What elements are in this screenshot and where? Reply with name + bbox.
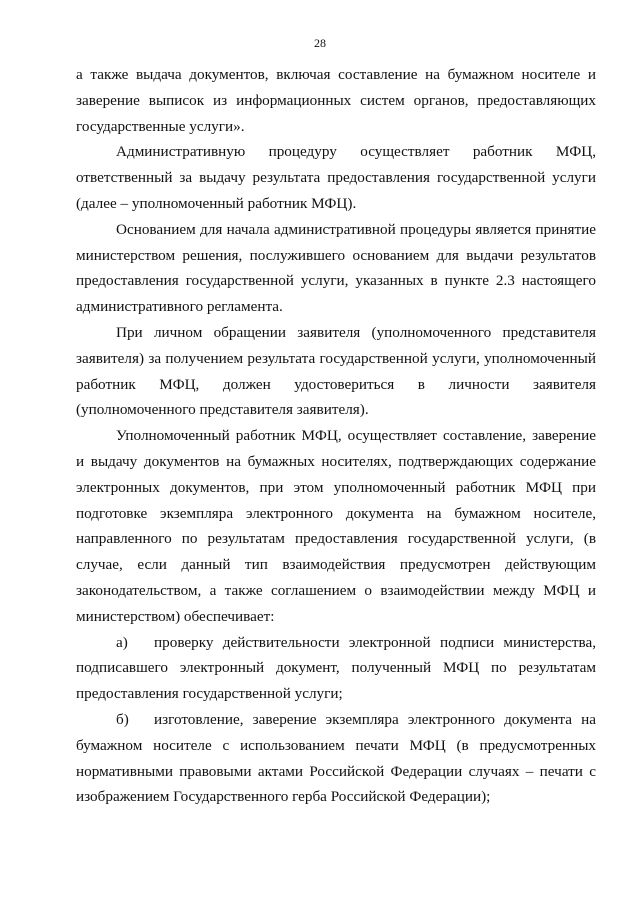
list-item-text: изготовление, заверение экземпляра электронного документа на бумажном носителе с использованием печати МФЦ (в предусмотренных нормативными правовыми актами Российской Федерации случаях – печати с изображением Государственного герба Российской Федерации); (76, 710, 596, 806)
list-item (76, 630, 596, 707)
list-marker: б) (116, 710, 129, 728)
paragraph-responsible-worker: Административную процедуру осуществляет работник МФЦ, ответственный за выдачу результата предоставления государственной услуги (далее – уполномоченный работник МФЦ). (76, 143, 596, 212)
paragraph-personal-appeal: При личном обращении заявителя (уполномоченного представителя заявителя) за получением результата государственной услуги, уполномоченный работник МФЦ, должен удостовериться в личности заявителя (уполномоченного представителя заявителя). (76, 323, 596, 419)
paragraph-continuation: а также выдача документов, включая составление на бумажном носителе и заверение выписок из информационных систем органов, предоставляющих государственные услуги». (76, 66, 596, 135)
paragraph-procedure-basis: Основанием для начала административной процедуры является принятие министерством решения, послужившего основанием для выдачи результатов предоставления государственной услуги, указанных в пункте 2.3 настоящего административного регламента. (76, 220, 596, 316)
document-body (76, 62, 596, 810)
list-item-text: проверку действительности электронной подписи министерства, подписавшего электронный документ, полученный МФЦ по результатам предоставления государственной услуги; (76, 633, 596, 703)
list-item (76, 707, 596, 810)
page-number: 28 (314, 36, 326, 50)
list-marker: а) (116, 633, 128, 651)
paragraph-worker-duties: Уполномоченный работник МФЦ, осуществляет составление, заверение и выдачу документов на бумажных носителях, подтверждающих содержание электронных документов, при этом уполномоченный работник МФЦ при подготовке экземпляра электронного документа на бумажном носителе, направленного по результатам предоставления государственной услуги, (в случае, если данный тип взаимодействия предусмотрен действующим законодательством, а также соглашением о взаимодействии между МФЦ и министерством) обеспечивает: (76, 427, 596, 625)
